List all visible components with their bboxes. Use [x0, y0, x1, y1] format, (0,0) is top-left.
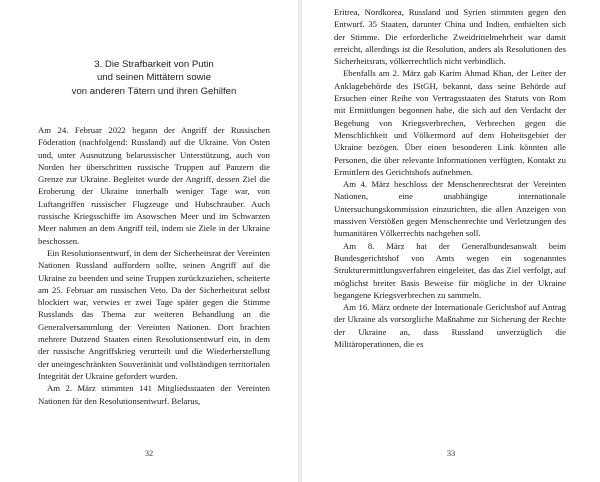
page-number: 32 [144, 449, 154, 458]
right-page [302, 0, 600, 482]
left-page [0, 0, 298, 482]
chapter-title-line: 3. Die Strafbarkeit von Putin [94, 59, 214, 70]
chapter-title-line: von anderen Tätern und ihren Gehilfen [71, 85, 237, 97]
paragraph: Am 16. März ordnete der Internationale Gerichtshof auf Antrag der Ukraine als vorsorgliche Maßnahme zur Sicherung der Rechte der Ukraine an, dass Russland unverzüglich die Militäroperationen, die es [334, 302, 566, 350]
paragraph: Am 24. Februar 2022 begann der Angriff der Russischen Föderation (nachfolgend: Russland) auf die Ukraine. Von Osten und, unter Ausnutzung belarussischer Unterstützung, auch von Norden her überschritten russische Truppen auf Panzern die Grenze zur Ukraine. Begleitet wurde der Angriff, dessen Ziel die Eroberung der Ukraine innerhalb weniger Tage war, von Luftangriffen russischer Flugzeuge und Hubschrauber. Auch russische Kriegsschiffe im Asowschen Meer und im Schwarzen Meer nahmen an dem Angriff teil, indem sie Ziele in der Ukraine beschossen. [38, 125, 270, 246]
chapter-title-line: und seinen Mittätern sowie [96, 72, 212, 84]
page-number: 33 [446, 449, 456, 458]
paragraph: Ein Resolutionsentwurf, in dem der Sicherheitsrat der Vereinten Nationen Russland auffordern sollte, seinen Angriff auf die Ukraine zu beenden und seine Truppen zurückzuziehen, scheiterte am 25. Februar am russischen Veto. Da der Sicherheitsrat selbst blockiert war, verwies er zwei Tage später gegen die Stimme Russlands das Thema zur weiteren Behandlung an die Generalversammlung der Vereinten Nationen. Dort brachten mehrere Dutzend Staaten einen Resolutionsentwurf ein, in dem der russische Angriffskrieg verurteilt und die Wiederherstellung der uneingeschränkten Souveränität und vollständigen territorialen Integrität der Ukraine gefordert wurden. [38, 247, 270, 381]
paragraph: Ebenfalls am 2. März gab Karim Ahmad Khan, der Leiter der Anklagebehörde des IStGH, bekannt, dass seine Behörde auf Ersuchen einer Reihe von Vertragsstaaten des Statuts von Rom mit Ermittlungen begonnen habe, die sich auf den Verdacht der Begehung von Kriegsverbrechen, Verbrechen gegen die Menschlichkeit und Völkermord auf dem Hoheitsgebiet der Ukraine bezögen. Über einen besonderen Link könnten alle Personen, die über relevante Informationen verfügten, Kontakt zu Ermittlern des Gerichtshofs aufnehmen. [334, 68, 566, 177]
right-body-text [334, 6, 566, 350]
paragraph: Am 8. März hat der Generalbundesanwalt beim Bundesgerichtshof von Amts wegen ein sogenanntes Strukturermittlungsverfahren eingeleitet, das das Ziel verfolgt, auf möglichst breiter Basis Beweise für mögliche in der Ukraine begangene Kriegsverbrechen zu sammeln. [334, 240, 566, 300]
paragraph: Am 2. März stimmten 141 Mitgliedsstaaten der Vereinten Nationen für den Resolutionsentwurf. Belarus, [38, 383, 270, 406]
paragraph: Am 4. März beschloss der Menschenrechtsrat der Vereinten Nationen, eine unabhängige internationale Untersuchungskommission einzurichten, die allen Anzeigen von massiven Verstößen gegen Menschenrechte und Verletzungen des humanitären Völkerrechts nachgehen soll. [334, 179, 566, 239]
left-body-text [38, 124, 270, 407]
paragraph: Eritrea, Nordkorea, Russland und Syrien stimmten gegen den Entwurf. 35 Staaten, darunter China und Indien, enthielten sich der Stimme. Die erforderliche Zweidrittelmehrheit war damit erreicht, allerdings ist die Resolution, anders als Resolutionen des Sicherheitsrats, völkerrechtlich nicht verbindlich. [334, 7, 566, 67]
chapter-title [40, 58, 268, 98]
